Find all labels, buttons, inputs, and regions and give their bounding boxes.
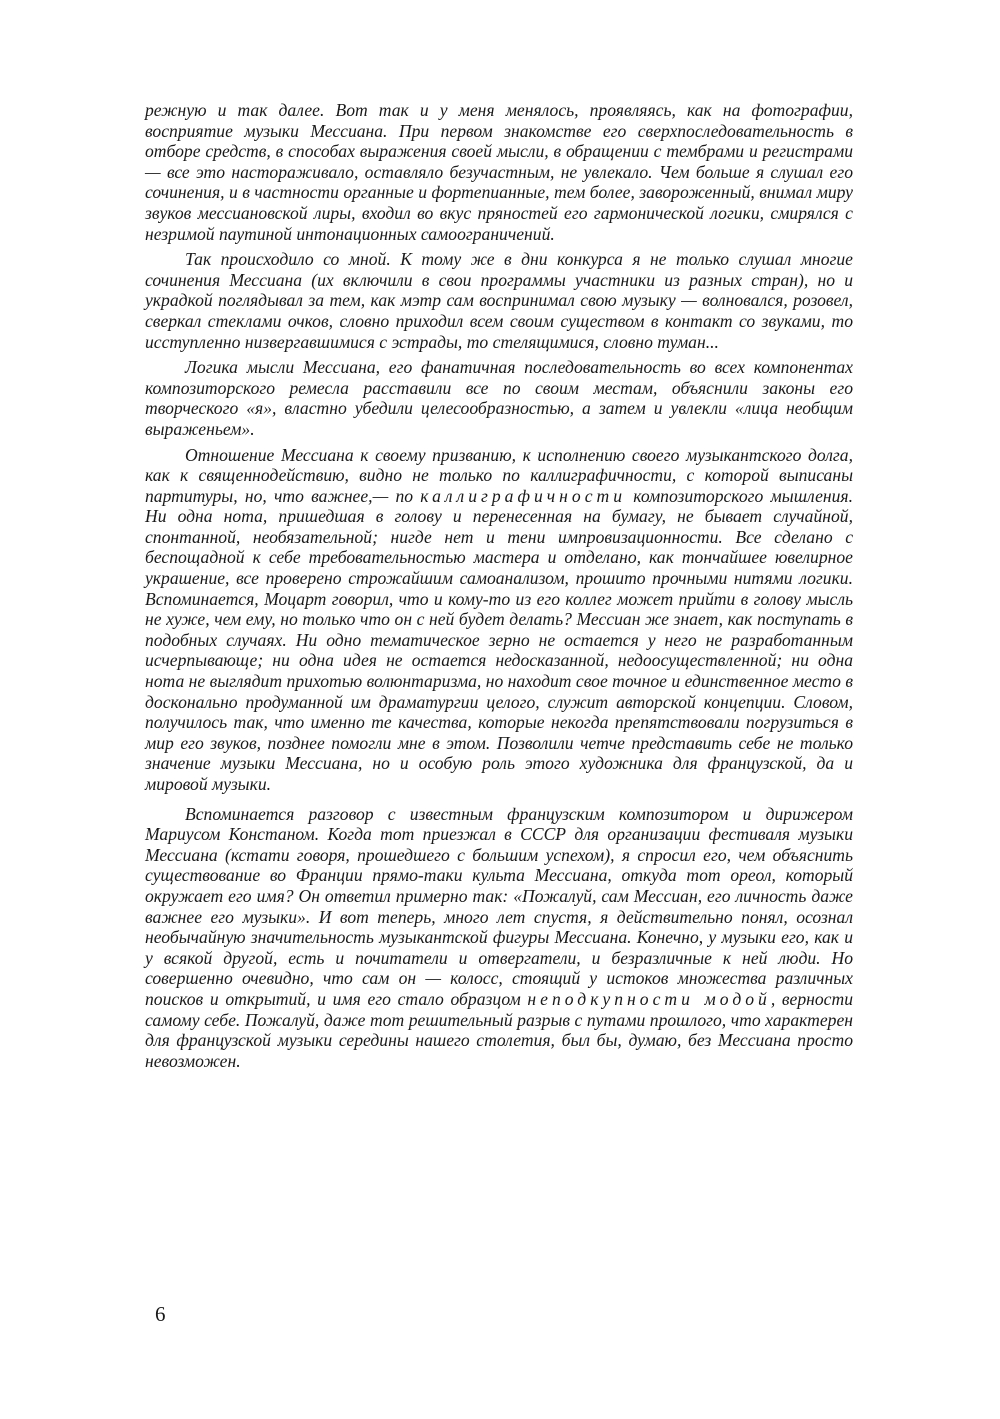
paragraph-2: Так происходило со мной. К тому же в дни конкурса я не только слушал многие сочинения Мессиана (их включили в свои программы участники из разных стран), но и украдкой поглядывал за тем, как мэтр сам воспринимал свою музыку — волновался, розовел, сверкал стеклами очков, словно приходил всем своим существом в контакт со звуками, то исступленно низвергавшимися с эстрады, то стелящимися, словно туман... (145, 249, 853, 352)
paragraph-4 (145, 445, 853, 795)
paragraph-4-start: Отношение Мессиана к своему призванию, к исполнению своего музыкантского долга, как к священнодействию, видно не только по каллиграфичности, с которой выписаны партитуры, но, что важнее,— по (145, 444, 853, 506)
paragraph-5-spaced-emphasis: неподкупности модой (527, 988, 771, 1009)
paragraph-4-spaced-emphasis: каллиграфичности (420, 485, 627, 506)
paragraph-4-end: композиторского мышления. Ни одна нота, пришедшая в голову и перенесенная на бумагу, не бывает случайной, спонтанной, необязательной; нигде нет и тени импровизационности. Все сделано с беспощадной к себе требовательностью мастера и отделано, как тончайшее ювелирное украшение, все проверено строжайшим самоанализом, прошито прочными нитями логики. Вспоминается, Моцарт говорил, что и кому-то из его коллег может прийти в голову мысль не хуже, чем ему, но только что он с ней будет делать? Мессиан же знает, как поступать в подобных случаях. Ни одно тематическое зерно не остается у него не разработанным исчерпывающе; ни одна идея не остается недосказанной, недоосуществленной; ни одна нота не выглядит прихотью волюнтаризма, но находит свое точное и единственное место в досконально продуманной им драматургии целого, служит авторской концепции. Словом, получилось так, что именно те качества, которые некогда препятствовали погрузиться в мир его звуков, позднее помогли мне в этом. Позволили четче представить себе не только значение музыки Мессиана, но и особую роль этого художника для французской, да и мировой музыки. (145, 485, 853, 794)
page-number: 6 (155, 1302, 166, 1326)
paragraph-5-end: , верности самому себе. Пожалуй, даже тот решительный разрыв с путами прошлого, что характерен для французской музыки середины нашего столетия, был бы, думаю, без Мессиана просто невозможен. (145, 988, 853, 1071)
paragraph-1: режную и так далее. Вот так и у меня менялось, проявляясь, как на фотографии, восприятие музыки Мессиана. При первом знакомстве его сверхпоследовательность в отборе средств, в способах выражения своей мысли, в обращении с тембрами и регистрами — все это настораживало, оставляло безучастным, не увлекало. Чем больше я слушал его сочинения, и в частности органные и фортепианные, тем более, завороженный, внимал миру звуков мессиановской лиры, входил во вкус пряностей его гармонической логики, смирялся с незримой паутиной интонационных самоограничений. (145, 100, 853, 244)
paragraph-5 (145, 804, 853, 1072)
page-body (145, 100, 853, 1071)
paragraph-5-start: Вспоминается разговор с известным французским композитором и дирижером Мариусом Констаном. Когда тот приезжал в СССР для организации фестиваля музыки Мессиана (кстати говоря, прошедшего с большим успехом), я спросил его, чем объяснить существование во Франции прямо-таки культа Мессиана, откуда тот ореол, который окружает его имя? Он ответил примерно так: «Пожалуй, сам Мессиан, его личность даже важнее его музыки». И вот теперь, много лет спустя, я действительно понял, осознал необычайную значительность музыкантской фигуры Мессиана. Конечно, у музыки его, как и у всякой другой, есть и почитатели и отвергатели, и безразличные к ней люди. Но совершенно очевидно, что сам он — колосс, стоящий у истоков множества различных поисков и открытий, и имя его стало образцом (145, 803, 853, 1009)
paragraph-3: Логика мысли Мессиана, его фанатичная последовательность во всех компонентах композиторского ремесла расставили все по своим местам, объяснили законы его творческого «я», властно убедили целесообразностью, а затем и увлекли «лица необщим выраженьем». (145, 357, 853, 439)
